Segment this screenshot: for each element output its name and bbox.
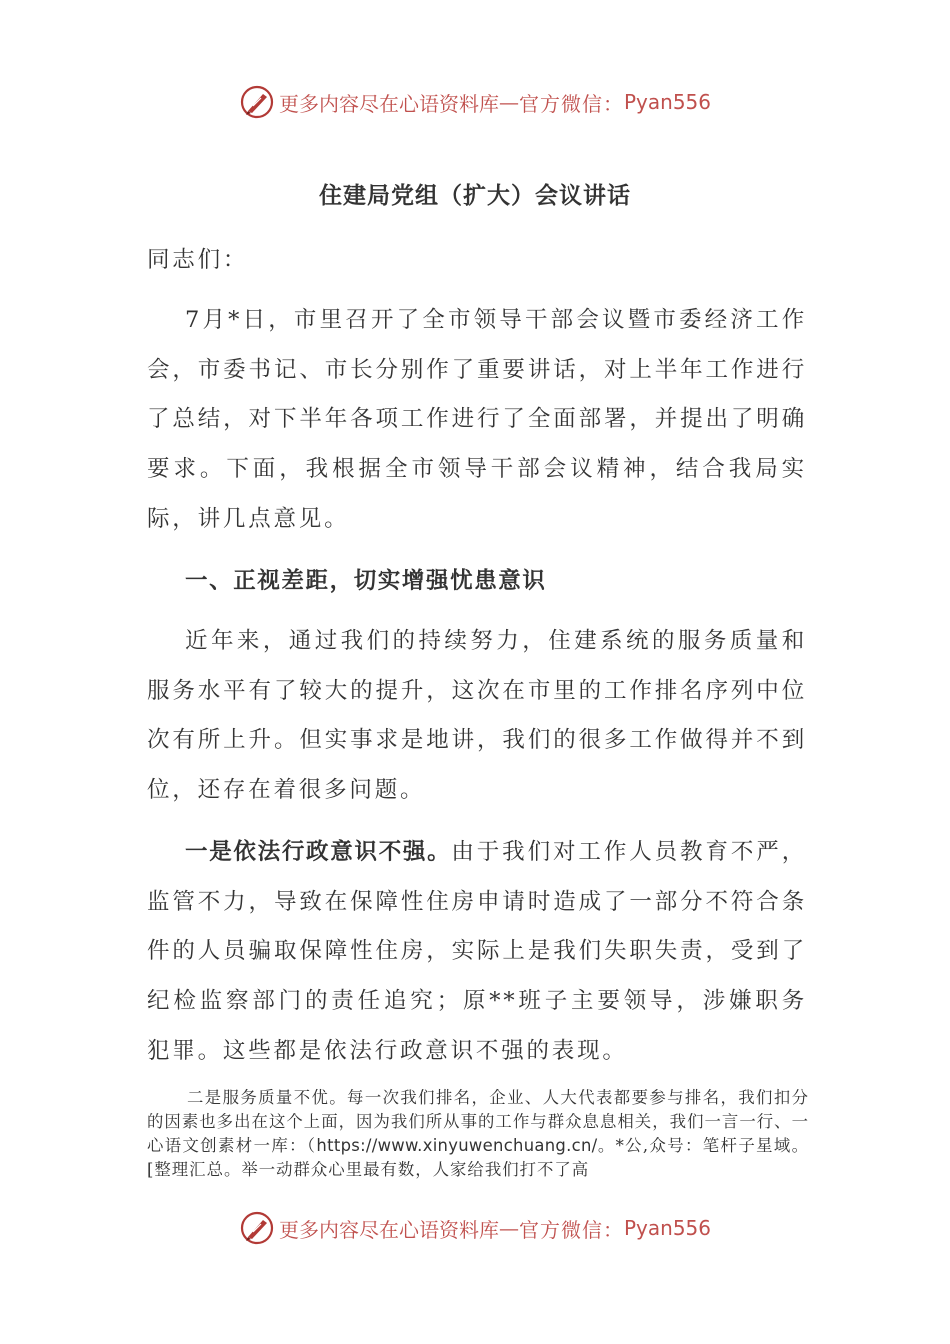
banner-wechat-id: Pyan556 bbox=[623, 90, 711, 114]
paragraph-3-lead: 一是依法行政意识不强。 bbox=[185, 839, 452, 865]
banner-brand-text: 更多内容尽在心语资料库 bbox=[278, 1217, 499, 1242]
document-title: 住建局党组（扩大）会议讲话 bbox=[319, 182, 631, 209]
watermark-banner-bottom bbox=[0, 1210, 950, 1246]
small-paragraph-part-b: 。*公,众号：笔杆子星域。[整理汇总。举一动群众心里最有数，人家给我们打不了高 bbox=[147, 1136, 809, 1179]
banner-dash: — bbox=[498, 1216, 519, 1240]
paragraph-3 bbox=[147, 828, 807, 1077]
salutation: 同志们： bbox=[147, 247, 249, 273]
banner-brand-text: 更多内容尽在心语资料库 bbox=[278, 91, 499, 116]
pen-nib-circle-icon bbox=[239, 84, 275, 120]
banner-wechat-label: 官方微信： bbox=[518, 1217, 624, 1242]
paragraph-2: 近年来，通过我们的持续努力，住建系统的服务质量和服务水平有了较大的提升，这次在市里的工作排名序列中位次有所上升。但实事求是地讲，我们的很多工作做得并不到位，还存在着很多问题。 bbox=[147, 628, 807, 804]
paragraph-3-body: 由于我们对工作人员教育不严，监管不力，导致在保障性住房申请时造成了一部分不符合条件的人员骗取保障性住房，实际上是我们失职失责，受到了纪检监察部门的责任追究；原**班子主要领导，涉嫌职务犯罪。这些都是依法行政意识不强的表现。 bbox=[147, 839, 808, 1064]
banner-wechat-id: Pyan556 bbox=[623, 1216, 711, 1240]
banner-wechat-label: 官方微信： bbox=[518, 91, 624, 116]
watermark-banner-top bbox=[0, 84, 950, 120]
small-paragraph bbox=[147, 1086, 809, 1182]
paragraph-1: 7月*日，市里召开了全市领导干部会议暨市委经济工作会，市委书记、市长分别作了重要讲话，对上半年工作进行了总结，对下半年各项工作进行了全面部署，并提出了明确要求。下面，我根据全市领导干部会议精神，结合我局实际，讲几点意见。 bbox=[147, 307, 807, 532]
pen-nib-circle-icon bbox=[239, 1210, 275, 1246]
small-paragraph-part-a: 二是服务质量不优。每一次我们排名，企业、人大代表都要参与排名，我们扣分的因素也多出在这个上面，因为我们所从事的工作与群众息息相关，我们一言一行、一心语文创素材一库：（ bbox=[147, 1088, 809, 1155]
banner-dash: — bbox=[498, 90, 519, 114]
source-url-link[interactable]: https://www.xinyuwenchuang.cn/ bbox=[316, 1136, 598, 1155]
section-heading-1: 一、正视差距，切实增强忧患意识 bbox=[185, 568, 547, 594]
